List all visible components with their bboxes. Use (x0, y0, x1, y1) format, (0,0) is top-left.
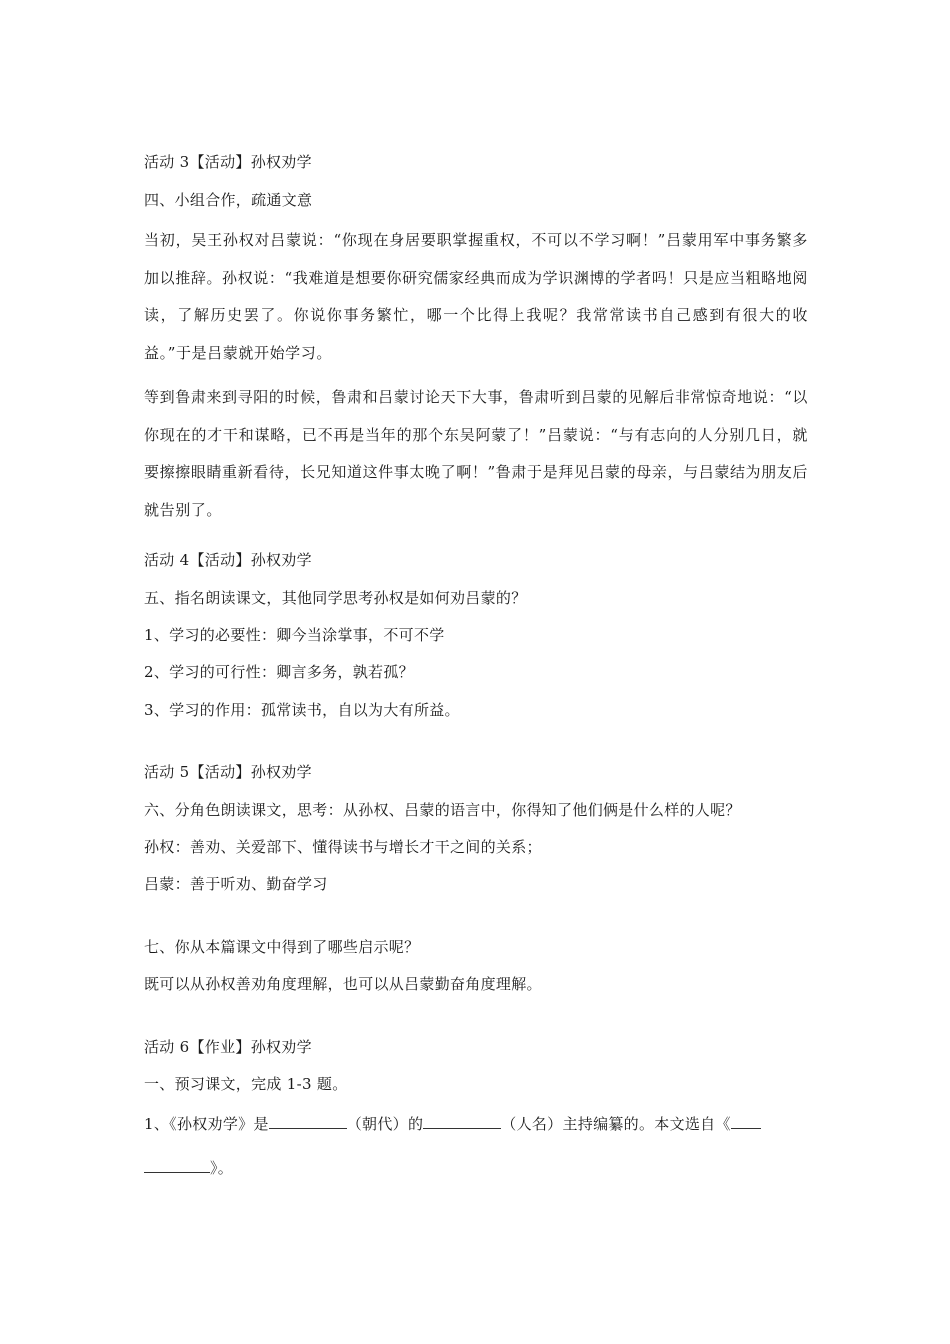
activity-4-question: 五、指名朗读课文，其他同学思考孙权是如何劝吕蒙的？ (144, 589, 527, 607)
answer-blank-book-b[interactable] (144, 1158, 210, 1173)
fill-in-question-1 (144, 1114, 761, 1134)
list-item: 1、学习的必要性：卿今当涂掌事，不可不学 (144, 626, 445, 644)
answer-blank-dynasty[interactable] (269, 1114, 347, 1129)
answer-blank-book-a[interactable] (731, 1114, 761, 1129)
lvmeng-traits: 吕蒙：善于听劝、勤奋学习 (144, 875, 328, 893)
question-1-text-a: 1、《孙权劝学》是 (144, 1115, 269, 1133)
question-1-text-d: 》。 (210, 1159, 234, 1177)
translation-paragraph-1: 当初，吴王孙权对吕蒙说：“你现在身居要职掌握重权，不可以不学习啊！”吕蒙用军中事务繁多加以推辞。孙权说：“我难道是想要你研究儒家经典而成为学识渊博的学者吗！只是应当粗略地阅读，了解历史罢了。你说你事务繁忙，哪一个比得上我呢？我常常读书自己感到有很大的收益。”于是吕蒙就开始学习。 (144, 231, 808, 362)
activity-3-subheading: 四、小组合作，疏通文意 (144, 191, 313, 209)
activity-4-heading: 活动 4【活动】孙权劝学 (144, 551, 312, 569)
list-item: 2、学习的可行性：卿言多务，孰若孤？ (144, 663, 414, 681)
activity-6-task: 一、预习课文，完成 1-3 题。 (144, 1075, 348, 1093)
activity-6-heading: 活动 6【作业】孙权劝学 (144, 1038, 312, 1056)
question-1-text-b: （朝代）的 (346, 1115, 424, 1133)
fill-in-question-1-continued (144, 1158, 233, 1178)
question-1-text-c: （人名）主持编纂的。本文选自《 (501, 1115, 731, 1133)
activity-5-question: 六、分角色朗读课文，思考：从孙权、吕蒙的语言中，你得知了他们俩是什么样的人呢？ (144, 801, 741, 819)
activity-5-question-2: 七、你从本篇课文中得到了哪些启示呢？ (144, 938, 420, 956)
translation-paragraph-2: 等到鲁肃来到寻阳的时候，鲁肃和吕蒙讨论天下大事，鲁肃听到吕蒙的见解后非常惊奇地说：“以你现在的才干和谋略，已不再是当年的那个东吴阿蒙了！”吕蒙说：“与有志向的人分别几日，就要擦擦眼睛重新看待，长兄知道这件事太晚了啊！”鲁肃于是拜见吕蒙的母亲，与吕蒙结为朋友后就告别了。 (144, 388, 808, 519)
activity-5-heading: 活动 5【活动】孙权劝学 (144, 763, 312, 781)
activity-5-answer-2: 既可以从孙权善劝角度理解，也可以从吕蒙勤奋角度理解。 (144, 975, 542, 993)
list-item: 3、学习的作用：孤常读书，自以为大有所益。 (144, 701, 460, 719)
answer-blank-person[interactable] (423, 1114, 501, 1129)
activity-3-heading: 活动 3【活动】孙权劝学 (144, 153, 312, 171)
sunquan-traits: 孙权：善劝、关爱部下、懂得读书与增长才干之间的关系； (144, 838, 542, 856)
